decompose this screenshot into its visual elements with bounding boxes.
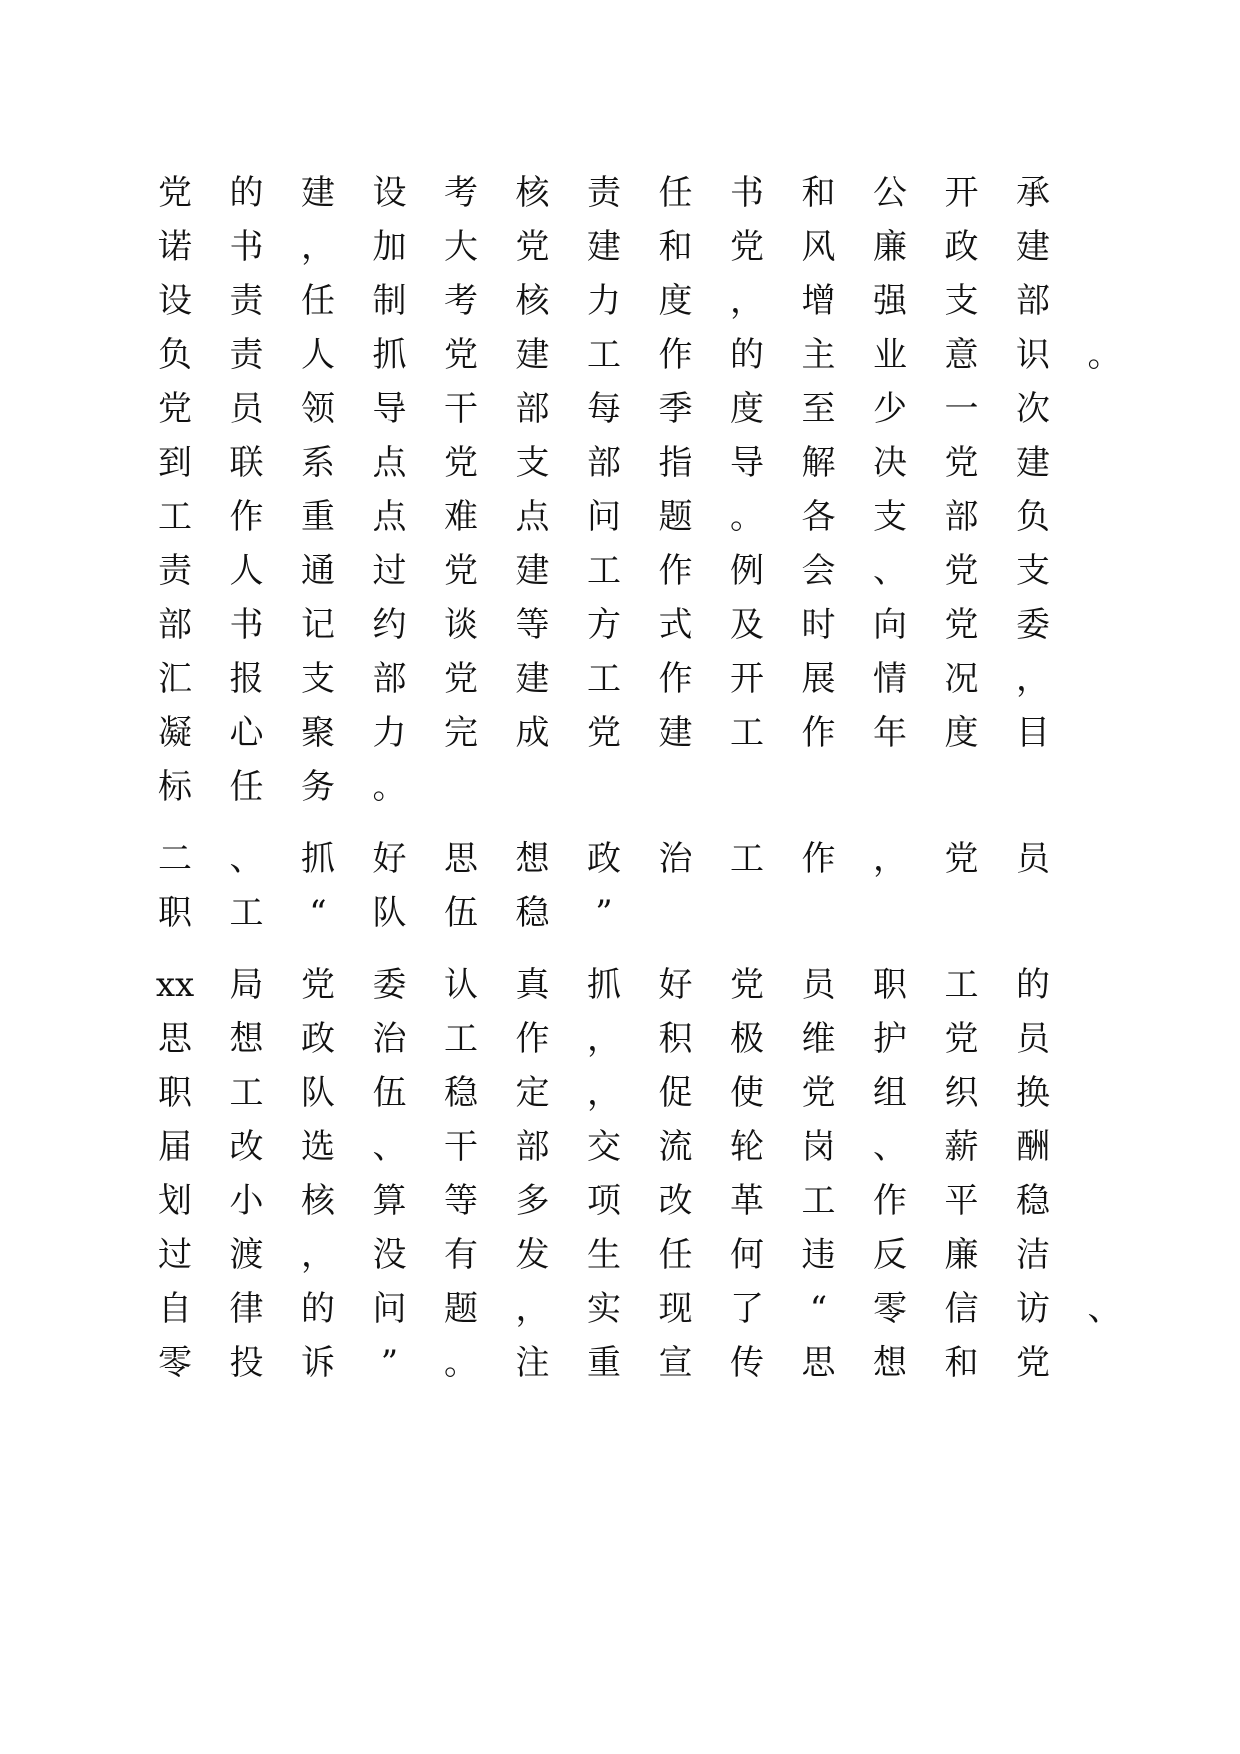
glyph: 情 <box>873 659 907 699</box>
glyph: 点 <box>515 497 550 537</box>
glyph: 生 <box>587 1235 621 1275</box>
glyph: 反 <box>873 1235 907 1275</box>
glyph: 党 <box>801 1073 836 1113</box>
glyph: 公 <box>873 173 907 213</box>
glyph: 任 <box>229 767 264 807</box>
glyph: 职 <box>873 965 907 1005</box>
glyph: 何 <box>730 1235 764 1275</box>
glyph: 难 <box>444 497 478 537</box>
glyph: 想 <box>229 1019 264 1059</box>
glyph: 约 <box>372 605 407 645</box>
glyph: 诉 <box>301 1343 335 1383</box>
glyph: 任 <box>658 173 693 213</box>
glyph: 职 <box>158 893 192 933</box>
glyph: 党 <box>944 605 979 645</box>
glyph: ， <box>301 1235 335 1275</box>
glyph: 党 <box>444 551 478 591</box>
glyph: 次 <box>1016 389 1050 429</box>
glyph: 员 <box>801 965 836 1005</box>
glyph: 员 <box>1016 1019 1050 1059</box>
glyph: 导 <box>372 389 407 429</box>
glyph: 队 <box>372 893 407 933</box>
glyph: 稳 <box>1016 1181 1050 1221</box>
glyph: ， <box>873 839 907 879</box>
glyph: 支 <box>944 281 979 321</box>
glyph: 意 <box>944 335 979 375</box>
glyph: 。 <box>1087 335 1122 375</box>
glyph: 及 <box>730 605 764 645</box>
glyph: ， <box>515 1289 550 1329</box>
glyph: 季 <box>658 389 693 429</box>
glyph: 届 <box>158 1127 192 1167</box>
glyph: 局 <box>229 965 264 1005</box>
glyph: 真 <box>515 965 550 1005</box>
glyph: 工 <box>587 551 621 591</box>
glyph: 主 <box>801 335 836 375</box>
glyph: 责 <box>587 173 621 213</box>
glyph: 发 <box>515 1235 550 1275</box>
glyph: 政 <box>301 1019 335 1059</box>
glyph: 到 <box>158 443 192 483</box>
glyph: 酬 <box>1016 1127 1050 1167</box>
glyph: 负 <box>1016 497 1050 537</box>
glyph: 投 <box>229 1343 264 1383</box>
glyph: 的 <box>301 1289 335 1329</box>
glyph: xx <box>155 965 195 1005</box>
glyph: 洁 <box>1016 1235 1050 1275</box>
glyph: 题 <box>444 1289 478 1329</box>
glyph: 过 <box>158 1235 192 1275</box>
glyph: 改 <box>229 1127 264 1167</box>
glyph: 题 <box>658 497 693 537</box>
glyph: 等 <box>444 1181 478 1221</box>
glyph: 宣 <box>658 1343 693 1383</box>
glyph: 责 <box>229 281 264 321</box>
glyph: 核 <box>301 1181 335 1221</box>
glyph: 设 <box>372 173 407 213</box>
glyph: 的 <box>730 335 764 375</box>
glyph: 党 <box>444 659 478 699</box>
glyph: 展 <box>801 659 836 699</box>
glyph: 核 <box>515 281 550 321</box>
glyph: 人 <box>229 551 264 591</box>
glyph: 零 <box>158 1343 192 1383</box>
glyph: 的 <box>1016 965 1050 1005</box>
glyph: 党 <box>730 227 764 267</box>
glyph: 交 <box>587 1127 621 1167</box>
glyph: 度 <box>658 281 693 321</box>
glyph: 记 <box>301 605 335 645</box>
glyph: 了 <box>730 1289 764 1329</box>
glyph: 部 <box>944 497 979 537</box>
glyph: 责 <box>158 551 192 591</box>
glyph: 党 <box>587 713 621 753</box>
glyph: 重 <box>301 497 335 537</box>
glyph: 和 <box>944 1343 979 1383</box>
glyph: 核 <box>515 173 550 213</box>
glyph: 每 <box>587 389 621 429</box>
glyph: 点 <box>372 443 407 483</box>
glyph: 务 <box>301 767 335 807</box>
glyph: 、 <box>229 839 264 879</box>
glyph: 、 <box>372 1127 407 1167</box>
glyph: 谈 <box>444 605 478 645</box>
glyph: 成 <box>515 713 550 753</box>
glyph: 作 <box>229 497 264 537</box>
glyph: 革 <box>730 1181 764 1221</box>
glyph: 问 <box>372 1289 407 1329</box>
glyph: 抓 <box>301 839 335 879</box>
glyph: 职 <box>158 1073 192 1113</box>
glyph: 廉 <box>944 1235 979 1275</box>
glyph: 承 <box>1016 173 1050 213</box>
glyph: 自 <box>158 1289 192 1329</box>
glyph: ， <box>730 281 764 321</box>
glyph: 二 <box>158 839 192 879</box>
glyph: 律 <box>229 1289 264 1329</box>
glyph: 重 <box>587 1343 621 1383</box>
glyph: 建 <box>1016 227 1050 267</box>
glyph: 度 <box>730 389 764 429</box>
glyph: 考 <box>444 173 478 213</box>
glyph: 岗 <box>801 1127 836 1167</box>
glyph: 风 <box>801 227 836 267</box>
glyph: 问 <box>587 497 621 537</box>
glyph: ， <box>301 227 335 267</box>
glyph: 工 <box>587 659 621 699</box>
glyph: 工 <box>158 497 192 537</box>
glyph: 等 <box>515 605 550 645</box>
glyph: 汇 <box>158 659 192 699</box>
glyph: 、 <box>873 1127 907 1167</box>
glyph: ” <box>380 1343 399 1383</box>
glyph: 定 <box>515 1073 550 1113</box>
glyph: 决 <box>873 443 907 483</box>
glyph: 党 <box>730 965 764 1005</box>
glyph: 增 <box>801 281 836 321</box>
glyph: 例 <box>730 551 764 591</box>
glyph: 作 <box>515 1019 550 1059</box>
glyph: 建 <box>301 173 335 213</box>
glyph: 任 <box>301 281 335 321</box>
glyph: 工 <box>229 1073 264 1113</box>
glyph: 力 <box>587 281 621 321</box>
glyph: 抓 <box>372 335 407 375</box>
glyph: 工 <box>587 335 621 375</box>
glyph: 小 <box>229 1181 264 1221</box>
glyph: 员 <box>1016 839 1050 879</box>
glyph: 党 <box>158 173 192 213</box>
glyph: 点 <box>372 497 407 537</box>
glyph: 委 <box>1016 605 1050 645</box>
glyph: 、 <box>873 551 907 591</box>
glyph: 想 <box>515 839 550 879</box>
glyph: 各 <box>801 497 836 537</box>
glyph: 方 <box>587 605 621 645</box>
glyph: 部 <box>515 1127 550 1167</box>
glyph: 改 <box>658 1181 693 1221</box>
glyph: 传 <box>730 1343 764 1383</box>
glyph: 支 <box>1016 551 1050 591</box>
glyph: 多 <box>515 1181 550 1221</box>
glyph: 。 <box>444 1343 478 1383</box>
glyph: 负 <box>158 335 192 375</box>
glyph: 渡 <box>229 1235 264 1275</box>
glyph: 使 <box>730 1073 764 1113</box>
glyph: 党 <box>1016 1343 1050 1383</box>
glyph: 作 <box>658 335 693 375</box>
glyph: 换 <box>1016 1073 1050 1113</box>
glyph: 开 <box>944 173 979 213</box>
glyph: 和 <box>658 227 693 267</box>
glyph: 支 <box>515 443 550 483</box>
glyph: 伍 <box>444 893 478 933</box>
glyph: 党 <box>444 443 478 483</box>
glyph: 好 <box>658 965 693 1005</box>
glyph: 制 <box>372 281 407 321</box>
glyph: 政 <box>587 839 621 879</box>
glyph: 强 <box>873 281 907 321</box>
glyph: 思 <box>801 1343 836 1383</box>
glyph: 。 <box>372 767 407 807</box>
glyph: 伍 <box>372 1073 407 1113</box>
glyph: 维 <box>801 1019 836 1059</box>
glyph: 工 <box>229 893 264 933</box>
glyph: 建 <box>515 551 550 591</box>
glyph: 式 <box>658 605 693 645</box>
glyph: 建 <box>658 713 693 753</box>
glyph: 划 <box>158 1181 192 1221</box>
glyph: 联 <box>229 443 264 483</box>
glyph: 建 <box>587 227 621 267</box>
glyph: 有 <box>444 1235 478 1275</box>
glyph: 部 <box>372 659 407 699</box>
glyph: 织 <box>944 1073 979 1113</box>
glyph: 治 <box>372 1019 407 1059</box>
glyph: 的 <box>229 173 264 213</box>
glyph: 凝 <box>158 713 192 753</box>
glyph: 没 <box>372 1235 407 1275</box>
glyph: 领 <box>301 389 335 429</box>
glyph: ” <box>595 893 613 933</box>
glyph: 责 <box>229 335 264 375</box>
glyph: 会 <box>801 551 836 591</box>
glyph: 书 <box>730 173 764 213</box>
glyph: 政 <box>944 227 979 267</box>
glyph: ， <box>587 1073 621 1113</box>
glyph: 建 <box>515 659 550 699</box>
glyph: 治 <box>658 839 693 879</box>
glyph: 考 <box>444 281 478 321</box>
glyph: 算 <box>372 1181 407 1221</box>
glyph: 诺 <box>158 227 192 267</box>
glyph: 违 <box>801 1235 836 1275</box>
glyph: 选 <box>301 1127 335 1167</box>
glyph: 好 <box>372 839 407 879</box>
glyph: 完 <box>444 713 478 753</box>
glyph: 工 <box>444 1019 478 1059</box>
glyph: 轮 <box>730 1127 764 1167</box>
glyph: 部 <box>158 605 192 645</box>
glyph: 支 <box>301 659 335 699</box>
glyph: 建 <box>1016 443 1050 483</box>
glyph: 标 <box>158 767 192 807</box>
glyph: 干 <box>444 389 478 429</box>
glyph: 报 <box>229 659 264 699</box>
glyph: 薪 <box>944 1127 979 1167</box>
glyph: 工 <box>730 839 764 879</box>
glyph: 况 <box>944 659 979 699</box>
glyph: 注 <box>515 1343 550 1383</box>
glyph: 聚 <box>301 713 335 753</box>
glyph: 廉 <box>873 227 907 267</box>
glyph: 过 <box>372 551 407 591</box>
glyph: 作 <box>801 713 836 753</box>
glyph: 作 <box>658 659 693 699</box>
glyph: 加 <box>372 227 407 267</box>
glyph: 开 <box>730 659 764 699</box>
glyph: 思 <box>444 839 478 879</box>
glyph: 访 <box>1016 1289 1050 1329</box>
glyph: 党 <box>944 551 979 591</box>
glyph: 时 <box>801 605 836 645</box>
glyph: “ <box>309 893 327 933</box>
glyph: 员 <box>229 389 264 429</box>
glyph: 积 <box>658 1019 693 1059</box>
glyph: 支 <box>873 497 907 537</box>
glyph: 目 <box>1016 713 1050 753</box>
glyph: 稳 <box>515 893 550 933</box>
glyph: 书 <box>229 227 264 267</box>
glyph: 年 <box>873 713 907 753</box>
glyph: “ <box>809 1289 828 1329</box>
glyph: 和 <box>801 173 836 213</box>
glyph: 系 <box>301 443 335 483</box>
glyph: 一 <box>944 389 979 429</box>
glyph: 平 <box>944 1181 979 1221</box>
glyph: 想 <box>873 1343 907 1383</box>
glyph: 部 <box>515 389 550 429</box>
glyph: 党 <box>301 965 335 1005</box>
glyph: 党 <box>944 839 979 879</box>
glyph: 党 <box>944 1019 979 1059</box>
glyph: 干 <box>444 1127 478 1167</box>
glyph: 向 <box>873 605 907 645</box>
glyph: 至 <box>801 389 836 429</box>
glyph: 工 <box>801 1181 836 1221</box>
glyph: 工 <box>730 713 764 753</box>
glyph: ， <box>587 1019 621 1059</box>
glyph: 零 <box>873 1289 907 1329</box>
glyph: 党 <box>158 389 192 429</box>
glyph: 队 <box>301 1073 335 1113</box>
glyph: 业 <box>873 335 907 375</box>
glyph: 任 <box>658 1235 693 1275</box>
glyph: 党 <box>515 227 550 267</box>
glyph: 作 <box>658 551 693 591</box>
glyph: 工 <box>944 965 979 1005</box>
glyph: 实 <box>587 1289 621 1329</box>
glyph: 度 <box>944 713 979 753</box>
glyph: 作 <box>801 839 836 879</box>
glyph: ， <box>1016 659 1050 699</box>
glyph: 委 <box>372 965 407 1005</box>
glyph: 通 <box>301 551 335 591</box>
glyph: 护 <box>873 1019 907 1059</box>
glyph: 思 <box>158 1019 192 1059</box>
glyph: 稳 <box>444 1073 478 1113</box>
glyph: 建 <box>515 335 550 375</box>
glyph: 。 <box>730 497 764 537</box>
glyph: 、 <box>1087 1289 1122 1329</box>
glyph: 部 <box>587 443 621 483</box>
glyph: 指 <box>658 443 693 483</box>
glyph: 力 <box>372 713 407 753</box>
glyph: 部 <box>1016 281 1050 321</box>
glyph: 组 <box>873 1073 907 1113</box>
glyph: 现 <box>658 1289 693 1329</box>
glyph: 党 <box>444 335 478 375</box>
glyph: 抓 <box>587 965 621 1005</box>
glyph: 人 <box>301 335 335 375</box>
glyph: 项 <box>587 1181 621 1221</box>
glyph: 导 <box>730 443 764 483</box>
glyph: 解 <box>801 443 836 483</box>
glyph: 心 <box>229 713 264 753</box>
glyph: 流 <box>658 1127 693 1167</box>
glyph: 作 <box>873 1181 907 1221</box>
glyph: 大 <box>444 227 478 267</box>
glyph: 认 <box>444 965 478 1005</box>
glyph: 极 <box>730 1019 764 1059</box>
glyph: 设 <box>158 281 192 321</box>
glyph: 促 <box>658 1073 693 1113</box>
glyph: 书 <box>229 605 264 645</box>
glyph: 少 <box>873 389 907 429</box>
glyph: 信 <box>944 1289 979 1329</box>
glyph: 党 <box>944 443 979 483</box>
glyph: 识 <box>1016 335 1050 375</box>
